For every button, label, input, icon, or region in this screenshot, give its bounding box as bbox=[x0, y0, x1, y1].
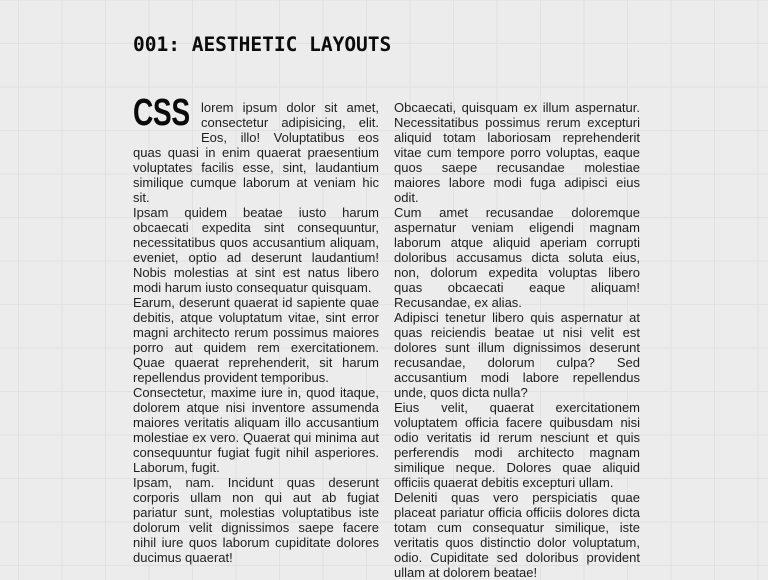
paragraph-8: Adipisci tenetur libero quis aspernatur at quas reiciendis beatae ut nisi velit est dolores sunt illum dignissimos deserunt recusandae, dolorum culpa? Sed accusantium modi labore repellendus unde, quos dicta nulla? bbox=[394, 310, 640, 400]
page-title: 001: AESTHETIC LAYOUTS bbox=[133, 33, 392, 56]
paragraph-2: Ipsam quidem beatae iusto harum obcaecati expedita sint consequuntur, necessitatibus quos accusantium aliquam, eveniet, optio ad deserunt laudantium! Nobis molestias at sint est natus libero modi harum iusto consequatur quisquam. bbox=[133, 205, 379, 295]
paragraph-6: Obcaecati, quisquam ex illum aspernatur. Necessitatibus possimus rerum excepturi aliquid totam laboriosam reprehenderit vitae cum tempore porro voluptas, eaque quos saepe recusandae molestiae maiores labore modi fuga adipisci eius odit. bbox=[394, 100, 640, 205]
paragraph-4: Consectetur, maxime iure in, quod itaque, dolorem atque nisi inventore assumenda maiores veritatis aliquam illo accusantium molestiae ex vero. Quaerat qui minima aut consequuntur fugiat fugit nihil asperiores. Laborum, fugit. bbox=[133, 385, 379, 475]
paragraph-10: Deleniti quas vero perspiciatis quae placeat pariatur officia officiis dolores dicta totam cum consequatur similique, iste veritatis quos distinctio dolor voluptatum, odio. Cupiditate sed doloribus provident ullam at dolorem beatae! bbox=[394, 490, 640, 580]
paragraph-1-text: lorem ipsum dolor sit amet, consectetur adipisicing, elit. Eos, illo! Voluptatibus eos quas quasi in enim quaerat praesentium voluptates facilis esse, sint, laudantium similique cumque laborum at veniam hic sit. bbox=[133, 100, 379, 205]
paragraph-1 bbox=[133, 92, 379, 205]
paragraph-9: Eius velit, quaerat exercitationem voluptatem officia facere quibusdam nisi odio veritatis id rerum nesciunt et quis perferendis modi architecto magnam similique neque. Dolores quae aliquid officiis quaerat debitis excepturi ullam. bbox=[394, 400, 640, 490]
article-columns bbox=[133, 92, 640, 580]
css-dropcap: CSS bbox=[133, 92, 190, 134]
paragraph-3: Earum, deserunt quaerat id sapiente quae debitis, atque voluptatum vitae, sint error magni architecto rerum possimus maiores porro aut quidem rem exercitationem. Quae quaerat reprehenderit, sit harum repellendus provident temporibus. bbox=[133, 295, 379, 385]
paragraph-7: Cum amet recusandae doloremque aspernatur veniam eligendi magnam laborum atque aliquid aperiam corrupti doloribus accusamus dicta soluta eius, non, dolorum expedita voluptas libero quas obcaecati eaque aliquam! Recusandae, ex alias. bbox=[394, 205, 640, 310]
paragraph-5: Ipsam, nam. Incidunt quas deserunt corporis ullam non qui aut ab fugiat pariatur sunt, molestias voluptatibus iste dolorum velit dignissimos saepe facere nihil iure quos laborum cupiditate dolores ducimus quaerat! bbox=[133, 475, 379, 565]
